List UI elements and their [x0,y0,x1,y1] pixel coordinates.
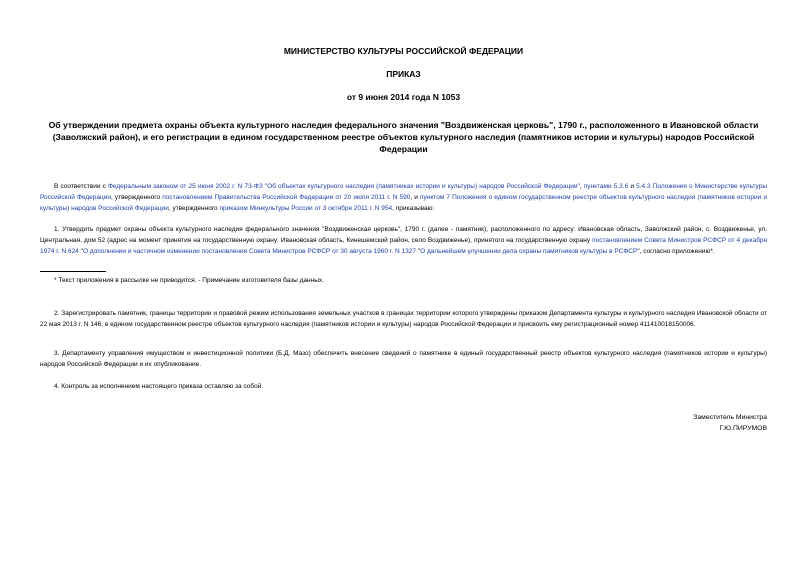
preamble-text: , утвержденного [111,194,163,201]
preamble-text: , утвержденного [168,205,220,212]
council-decree-1960-link[interactable]: О дополнении и частичном изменении постановления Совета Министров РСФСР от 30 августа 1960 г. N 1327 [82,248,416,255]
ministry-name: МИНИСТЕРСТВО КУЛЬТУРЫ РОССИЙСКОЙ ФЕДЕРАЦИИ [283,46,524,56]
preamble-text: и [628,183,637,190]
signer-position: Заместитель Министра [693,414,767,421]
item-1-text: ", согласно приложению*. [637,248,715,255]
government-decree-link[interactable]: постановлением Правительства Российской Федерации от 20 июля 2011 г. N 590 [162,194,411,201]
item-3-paragraph [40,348,767,370]
signer-name: Г.Ю.ПИРУМОВ [719,425,767,432]
doc-type: ПРИКАЗ [386,69,421,79]
item-1-paragraph [40,224,767,257]
preamble-text: , приказываю: [392,205,435,212]
preamble-text: В соответствии с [54,183,108,190]
monument-protection-link[interactable]: О дальнейшем улучшении дела охраны памятников культуры в РСФСР [420,248,638,255]
footnote-divider [40,271,106,272]
item-1-text: " [78,248,83,255]
item-4-text: 4. Контроль за исполнением настоящего приказа оставляю за собой. [54,383,264,390]
item-2-paragraph [40,308,767,330]
preamble-paragraph [40,181,767,214]
preamble-text: , [579,183,584,190]
federal-law-link[interactable]: Федеральным законом от 25 июня 2002 г. N 73-ФЗ "Об объектах культурного наследия (памятниках истории и культуры) народов Российской Федерации" [107,183,580,190]
footnote-text: * Текст приложения в рассылке не приводится. - Примечание изготовителя базы данных. [54,277,324,284]
preamble-text: , и [410,194,421,201]
ministry-regulation-link[interactable]: 5.4.3 Положения о Министерстве культуры Российской Федерации [40,183,767,201]
item-4-paragraph [40,381,767,392]
document-title: Об утверждении предмета охраны объекта культурного наследия федерального значения "Воздвиженская церковь", 1790 г., расположенного в Ивановской области (Заволжский район), и его регистрации в едином государственном реестре объектов культурного наследия (памятников истории и культуры) народов Российской Федерации [48,120,759,154]
registry-regulation-link[interactable]: пунктом 7 Положения о едином государственном реестре объектов культурного наследия (памятников истории и культуры) народов Российской Федерации [40,194,767,212]
footnote [40,276,767,286]
council-decree-1974-link[interactable]: постановлением Совета Министров РСФСР от 4 декабря 1974 г. N 624 [40,237,767,255]
item-1-text: " [415,248,421,255]
item-3-text: 3. Департаменту управления имуществом и инвестиционной политики (Б.Д. Мазо) обеспечить внесение сведений о памятнике в единый государственный реестр объектов культурного наследия (памятников истории и культуры) народов Российской Федерации и их опубликование. [40,350,767,368]
item-1-text: 1. Утвердить предмет охраны объекта культурного наследия федерального значения "Воздвиженская церковь", 1790 г. (далее - памятник), расположенного по адресу: Ивановская область, Заволжский район, с. Воздвиженье, ул. Центральная, дом 52 (адрес на момент принятия на государственную охрану: Ивановская область, Кинешемский район, село Воздвиженье), принятого на государственную охрану [40,226,767,244]
item-2-text: 2. Зарегистрировать памятник, границы территории и правовой режим использования земельных участков в границах территории которого утверждены приказом Департамента культуры и культурного наследия Ивановской области от 22 мая 2013 г. N 146, в едином государственном реестре объектов культурного наследия (памятников истории и культуры) народов Российской Федерации и присвоить ему регистрационный номер 411410018150006. [40,310,767,328]
doc-date-number: от 9 июня 2014 года N 1053 [346,92,461,102]
mincult-order-link[interactable]: приказом Минкультуры России от 3 октября 2011 г. N 954 [219,205,393,212]
clause-536-link[interactable]: пунктами 5.3.6 [583,183,629,190]
